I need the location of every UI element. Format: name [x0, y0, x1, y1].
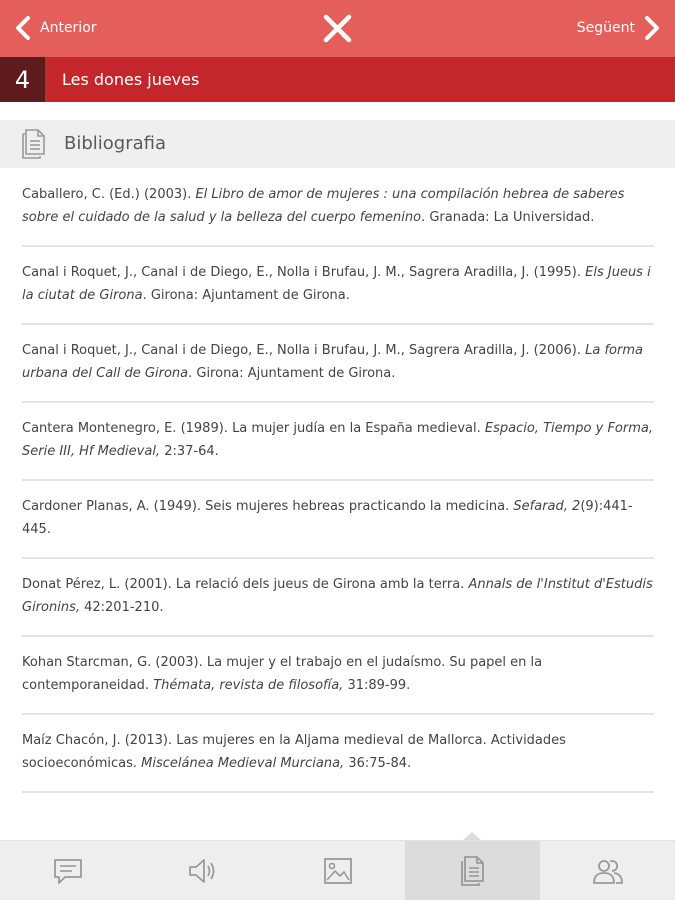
top-navigation-bar [0, 0, 675, 57]
chapter-title: Les dones jueves [62, 70, 200, 89]
bibliography-entry [22, 173, 654, 247]
entry-text: Canal i Roquet, J., Canal i de Diego, E., Nolla i Brufau, J. M., Sagrera Aradilla, J. (2006). [22, 343, 586, 358]
entry-text: Canal i Roquet, J., Canal i de Diego, E., Nolla i Brufau, J. M., Sagrera Aradilla, J. (1995). [22, 265, 586, 280]
entry-text: Kohan Starcman, G. (2003). La mujer y el trabajo en el judaísmo. Su papel en la contemporaneidad. [22, 655, 543, 693]
chevron-right-icon [643, 15, 661, 41]
entry-title-italic: Miscelánea Medieval Murciana, [141, 756, 345, 771]
entry-title-italic: Annals de l'Institut d'Estudis Gironins, [22, 577, 653, 615]
entry-text: Cardoner Planas, A. (1949). Seis mujeres hebreas practicando la medicina. [22, 499, 514, 514]
entry-title-italic: Els Jueus i la ciutat de Girona [22, 265, 651, 303]
bibliography-entry [22, 407, 654, 481]
bibliography-list [22, 173, 654, 797]
entry-text: Cantera Montenegro, E. (1989). La mujer judía en la España medieval. [22, 421, 485, 436]
speaker-icon [187, 855, 219, 887]
bibliography-entry [22, 563, 654, 637]
entry-text-rest: 36:75-84. [344, 756, 412, 771]
entry-text: Maíz Chacón, J. (2013). Las mujeres en la Aljama medieval de Mallorca. Actividades socioeconómicas. [22, 733, 566, 771]
entry-text-rest: . Girona: Ajuntament de Girona. [142, 288, 350, 303]
bibliography-entry [22, 329, 654, 403]
close-x-icon [322, 13, 353, 44]
image-icon [322, 855, 354, 887]
next-button[interactable] [577, 13, 661, 43]
entry-text-rest: . Girona: Ajuntament de Girona. [188, 366, 396, 381]
chapter-number: 4 [0, 57, 45, 102]
entry-title-italic: Thémata, revista de filosofía, [153, 678, 344, 693]
entry-text-rest: . Granada: La Universidad. [421, 210, 595, 225]
bibliography-entry [22, 251, 654, 325]
tab-images[interactable] [270, 841, 405, 900]
document-icon [457, 855, 489, 887]
section-title: Bibliografia [64, 133, 167, 154]
entry-text: Donat Pérez, L. (2001). La relació dels jueus de Girona amb la terra. [22, 577, 469, 592]
entry-text-rest: 31:89-99. [343, 678, 411, 693]
entry-title-italic: La forma urbana del Call de Girona [22, 343, 643, 381]
entry-title-italic: Sefarad, 2 [513, 499, 581, 514]
section-header [0, 120, 675, 168]
bibliography-entry [22, 485, 654, 559]
bibliography-entry [22, 719, 654, 793]
previous-label: Anterior [40, 20, 97, 36]
chapter-bar [0, 57, 675, 102]
previous-button[interactable] [14, 13, 97, 43]
bottom-tab-bar [0, 840, 675, 900]
active-tab-pointer [463, 832, 481, 840]
entry-title-italic: Espacio, Tiempo y Forma, Serie III, Hf Medieval, [22, 421, 653, 459]
entry-text-rest: 2:37-64. [160, 444, 219, 459]
tab-people[interactable] [540, 841, 675, 900]
bibliography-entry [22, 641, 654, 715]
tab-documents[interactable] [405, 841, 540, 900]
entry-text: Caballero, C. (Ed.) (2003). [22, 187, 196, 202]
entry-title-italic: El Libro de amor de mujeres : una compilación hebrea de saberes sobre el cuidado de la salud y la belleza del cuerpo femenino [22, 187, 625, 225]
chat-bubble-icon [52, 855, 84, 887]
document-icon [21, 129, 49, 159]
chevron-left-icon [14, 15, 32, 41]
tab-comments[interactable] [0, 841, 135, 900]
entry-text-rest: (9):441-445. [22, 499, 633, 537]
tab-audio[interactable] [135, 841, 270, 900]
entry-text-rest: 42:201-210. [79, 600, 164, 615]
close-button[interactable] [322, 13, 353, 44]
next-label: Següent [576, 20, 635, 36]
people-icon [592, 855, 624, 887]
